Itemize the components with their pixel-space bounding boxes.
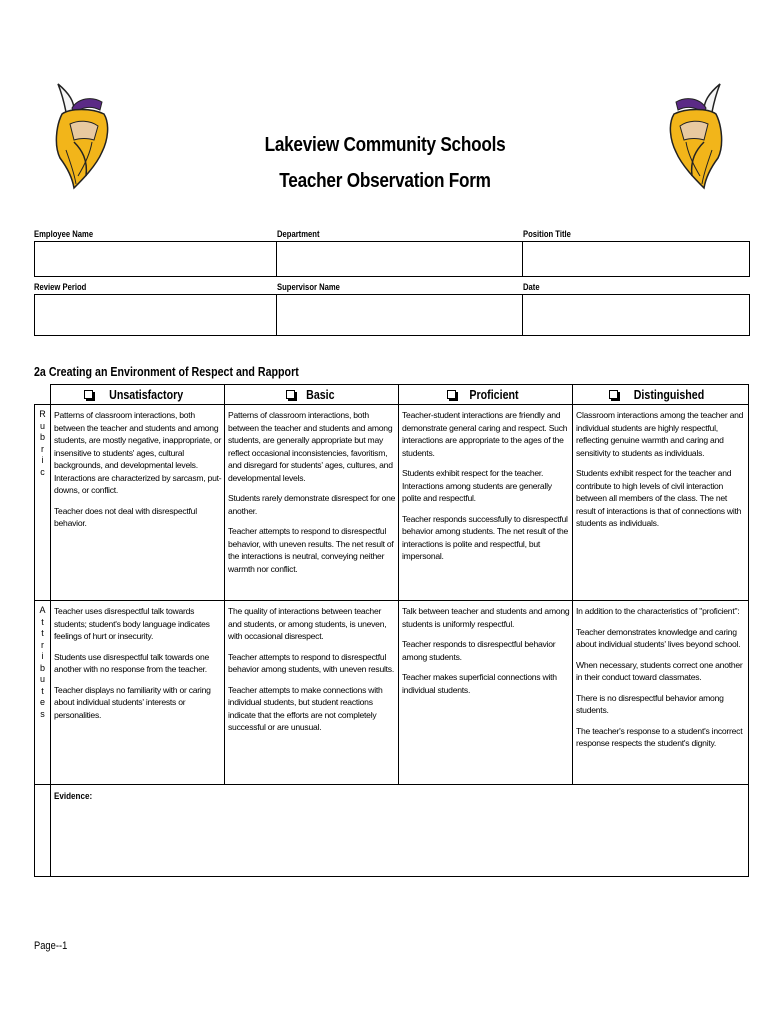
position-title-field[interactable]: [523, 242, 749, 276]
attributes-basic-cell: The quality of interactions between teacher and students, or among students, is uneven, with occasional disrespect. Teacher attempts to respond to disrespectful behavior among students, with uneven results. Teacher attempts to make connections with individual students, but student reactions indicate that the efforts are not completely successful or are unusual.: [225, 601, 399, 785]
evidence-label: Evidence:: [54, 791, 93, 802]
checkbox-icon[interactable]: [609, 390, 618, 399]
department-label: Department: [277, 229, 320, 239]
review-period-label: Review Period: [34, 282, 87, 292]
checkbox-icon[interactable]: [84, 390, 93, 399]
level-unsatisfactory-header[interactable]: Unsatisfactory: [51, 385, 225, 405]
department-field[interactable]: [277, 242, 522, 276]
level-basic-header[interactable]: Basic: [225, 385, 399, 405]
attributes-proficient-cell: Talk between teacher and students and among students is uniformly respectful. Teacher responds to disrespectful behavior among students. Teacher makes superficial connections with individual students.: [399, 601, 573, 785]
level-proficient-header[interactable]: Proficient: [399, 385, 573, 405]
rubric-row: [35, 405, 749, 601]
rubric-table: [34, 384, 749, 877]
review-period-field[interactable]: [35, 295, 277, 335]
attributes-side-label: A t t r i b u t e s: [35, 601, 51, 785]
rubric-unsatisfactory-cell: Patterns of classroom interactions, both between the teacher and students and among students, are mostly negative, inappropriate, or insensitive to students' ages, cultural backgrounds, and developmental levels. Interactions are characterized by sarcasm, put-downs, or conflict. Teacher does not deal with disrespectful behavior.: [51, 405, 225, 601]
date-label: Date: [523, 282, 540, 292]
employee-name-field[interactable]: [35, 242, 277, 276]
section-title: 2a Creating an Environment of Respect and Rapport: [34, 364, 299, 379]
supervisor-name-field[interactable]: [277, 295, 522, 335]
rubric-distinguished-cell: Classroom interactions among the teacher and individual students are highly respectful, reflecting genuine warmth and caring and sensitivity to students as individuals. Students exhibit respect for the teacher and contribute to high levels of civil interaction between all members of the class. The net result of interactions is that of connections with students as individuals.: [573, 405, 749, 601]
attributes-unsatisfactory-cell: Teacher uses disrespectful talk towards students; student's body language indicates feelings of hurt or insecurity. Students use disrespectful talk towards one another with no response from the teacher. Teacher displays no familiarity with or caring about individual students' interests or personalities.: [51, 601, 225, 785]
form-title-school: Lakeview Community Schools: [264, 134, 506, 156]
rubric-basic-cell: Patterns of classroom interactions, both between the teacher and students and among students, are generally appropriate but may reflect occasional inconsistencies, favoritism, and disregard for students' ages, cultures, and developmental levels. Students rarely demonstrate disrespect for one another. Teacher attempts to respond to disrespectful behavior, with uneven results. The net result of the interactions is neutral, conveying neither warmth nor conflict.: [225, 405, 399, 601]
position-title-label: Position Title: [523, 229, 571, 239]
date-field[interactable]: [523, 295, 749, 335]
evidence-field[interactable]: [51, 785, 749, 877]
evidence-row: [35, 785, 749, 877]
checkbox-icon[interactable]: [286, 390, 295, 399]
rubric-side-label: R u b r i c: [35, 405, 51, 601]
rubric-proficient-cell: Teacher-student interactions are friendly and demonstrate general caring and respect. Such interactions are appropriate to the ages of the students. Students exhibit respect for the teacher. Interactions among students are generally polite and respectful. Teacher responds successfully to disrespectful behavior among students. The net result of the interactions is polite and respectful, but impersonal.: [399, 405, 573, 601]
employee-info-row: [34, 229, 750, 277]
review-info-row: [34, 282, 750, 336]
form-title-form-name: Teacher Observation Form: [279, 170, 491, 192]
attributes-row: [35, 601, 749, 785]
level-distinguished-header[interactable]: Distinguished: [573, 385, 749, 405]
checkbox-icon[interactable]: [447, 390, 456, 399]
page-number: Page--1: [34, 940, 68, 952]
employee-name-label: Employee Name: [34, 229, 94, 239]
attributes-distinguished-cell: In addition to the characteristics of "proficient": Teacher demonstrates knowledge and caring about individual students' lives beyond school. When necessary, students correct one another in their conduct toward classmates. There is no disrespectful behavior among students. The teacher's response to a student's incorrect response respects the student's dignity.: [573, 601, 749, 785]
supervisor-name-label: Supervisor Name: [277, 282, 340, 292]
